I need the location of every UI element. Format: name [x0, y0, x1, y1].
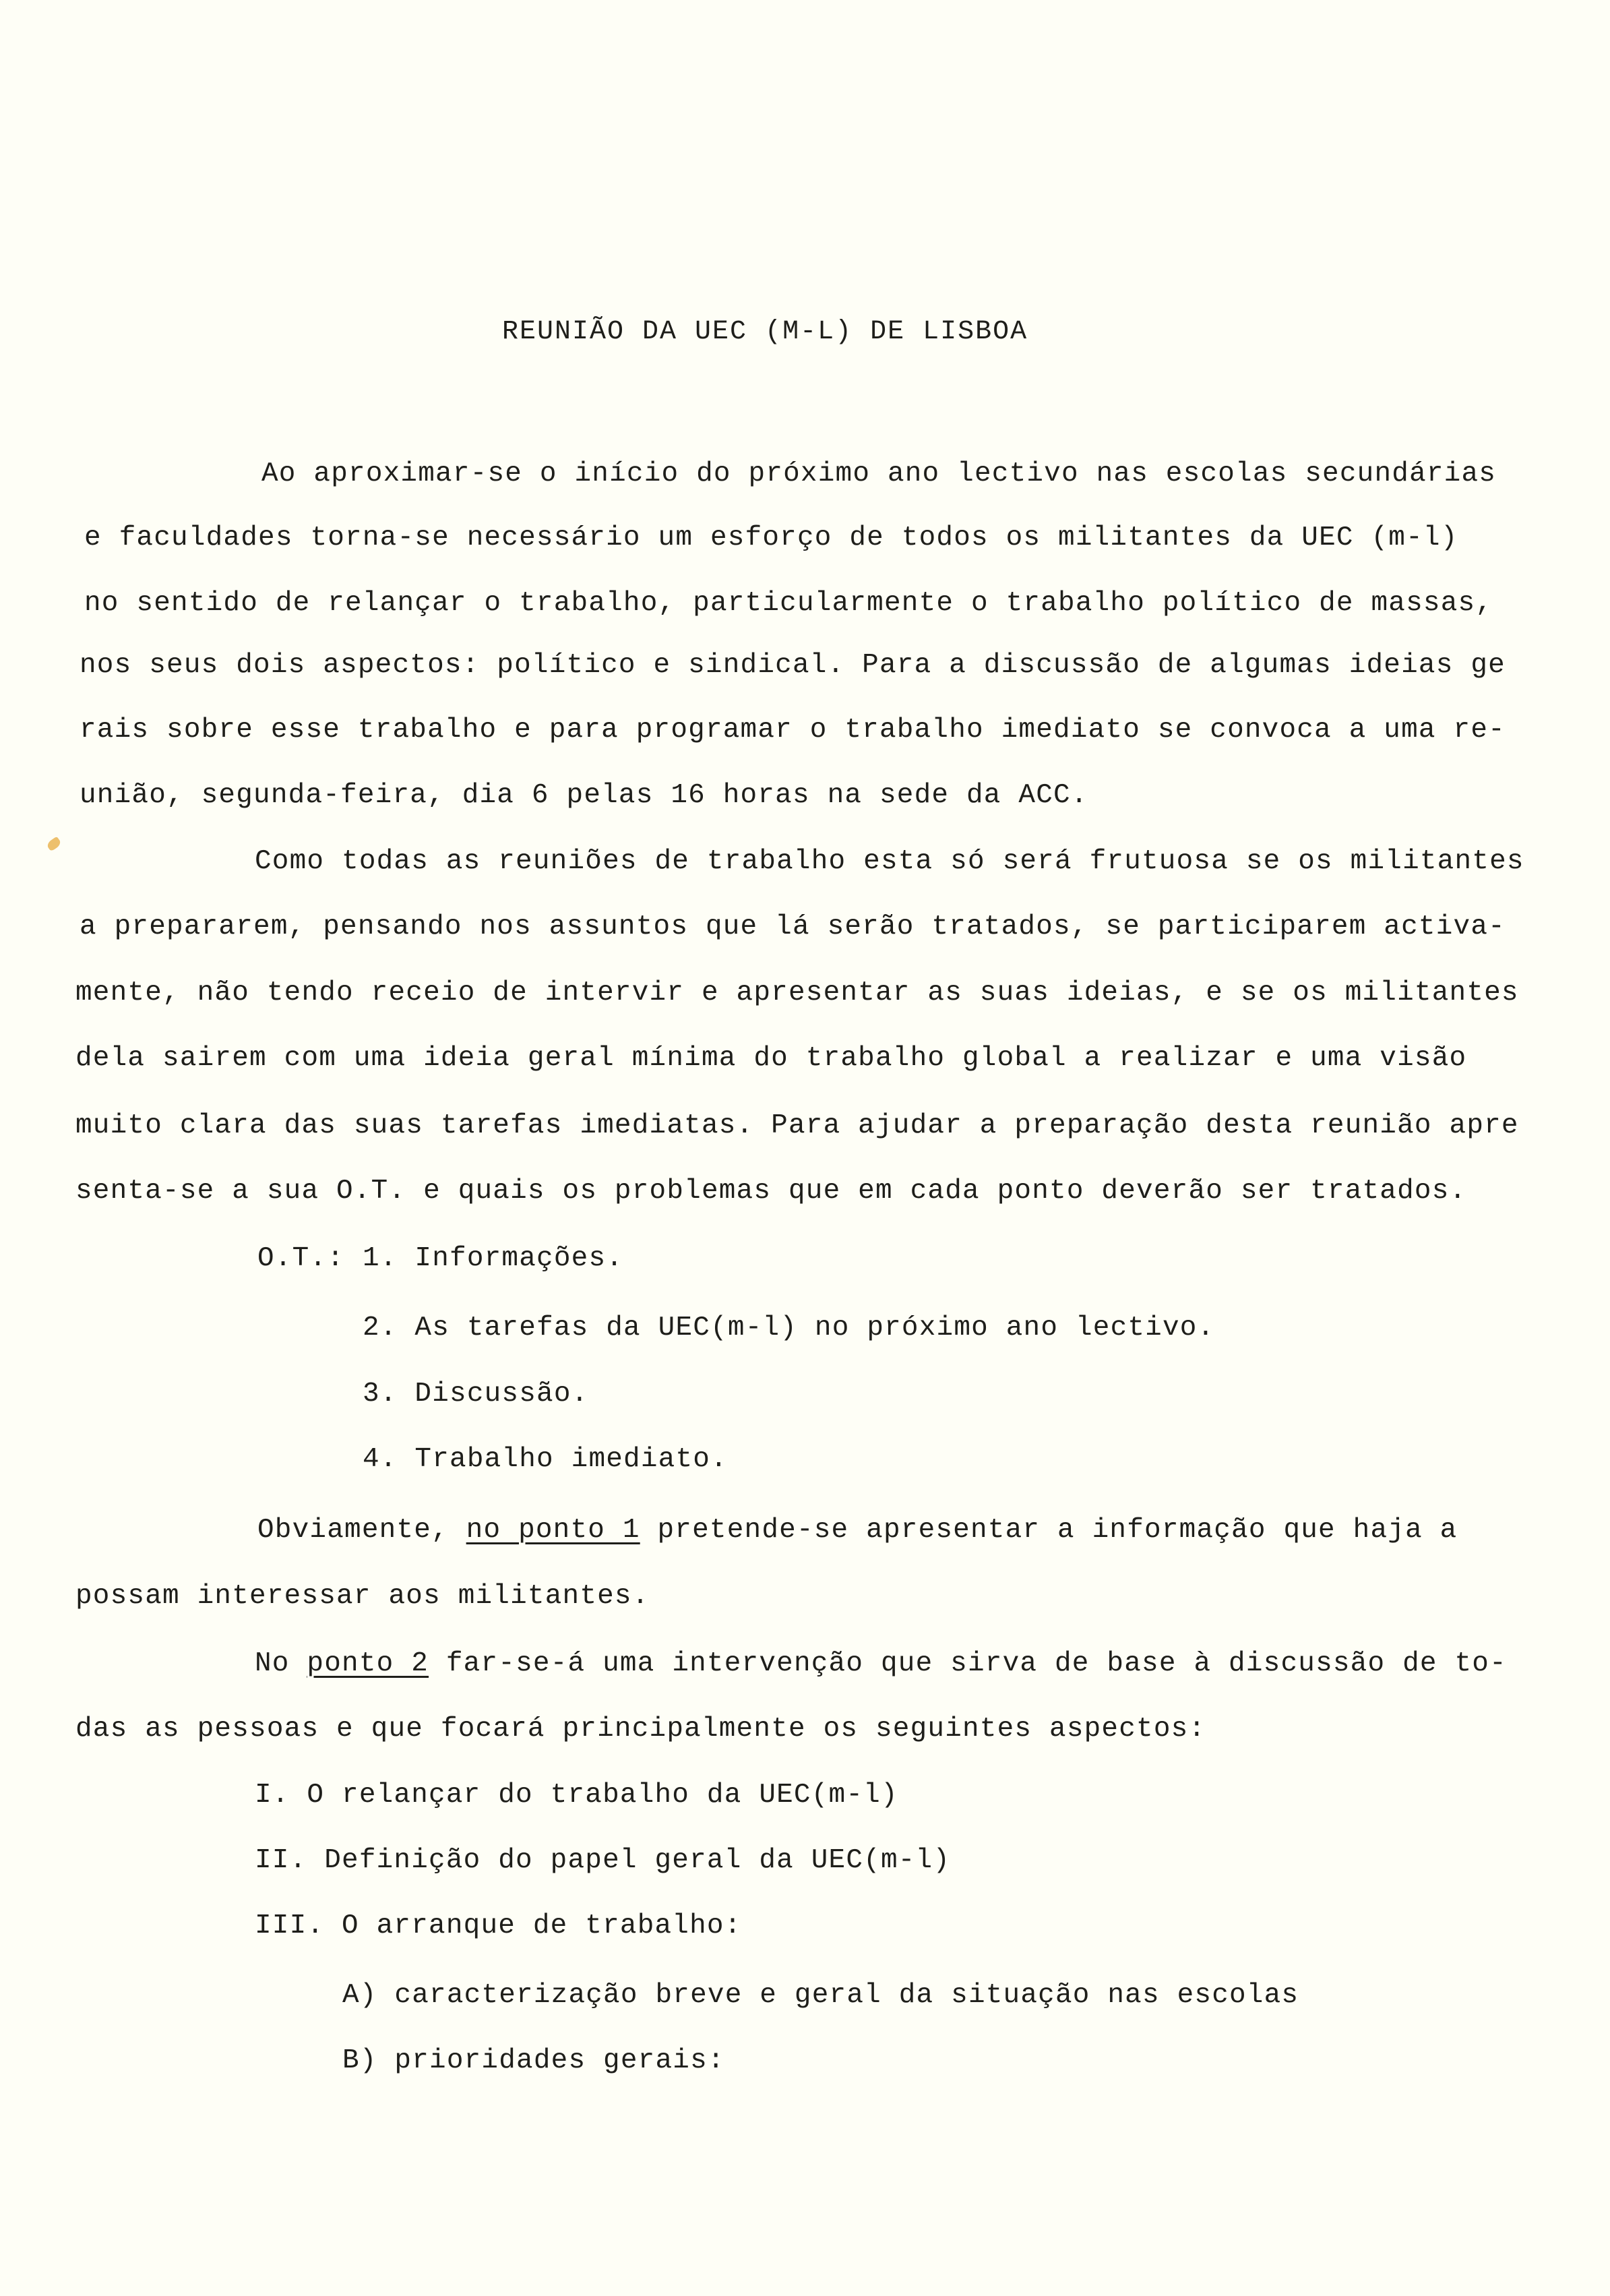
paper-stain: [46, 837, 62, 852]
subaspect-item: B) prioridades gerais:: [342, 2045, 725, 2076]
aspect-item: I. O relançar do trabalho da UEC(m-l): [255, 1780, 898, 1811]
paragraph2-line: dela sairem com uma ideia geral mínima do trabalho global a realizar e uma visão: [75, 1043, 1467, 1074]
paragraph1-line: rais sobre esse trabalho e para programar o trabalho imediato se convoca a uma re-: [80, 715, 1506, 746]
paragraph3-line: [257, 1513, 1458, 1547]
agenda-label: O.T.:: [257, 1243, 345, 1274]
agenda-item: 3. Discussão.: [363, 1379, 589, 1410]
paragraph4-prefix: No: [255, 1648, 307, 1679]
agenda-item: 2. As tarefas da UEC(m-l) no próximo ano lectivo.: [363, 1312, 1215, 1343]
agenda-item: 1. Informações.: [363, 1243, 624, 1274]
page-title: REUNIÃO DA UEC (M-L) DE LISBOA: [502, 317, 1028, 347]
paragraph4-line: [255, 1647, 1507, 1681]
paragraph3-prefix: Obviamente,: [257, 1515, 466, 1546]
paragraph1-line: e faculdades torna-se necessário um esforço de todos os militantes da UEC (m-l): [84, 522, 1458, 553]
paragraph2-line: senta-se a sua O.T. e quais os problemas que em cada ponto deverão ser tratados.: [75, 1176, 1467, 1207]
paragraph3-suffix: pretende-se apresentar a informação que haja a: [640, 1515, 1458, 1546]
aspect-item: III. O arranque de trabalho:: [255, 1910, 742, 1941]
paragraph1-line: no sentido de relançar o trabalho, particularmente o trabalho político de massas,: [84, 588, 1493, 619]
paragraph1-line: Ao aproximar-se o início do próximo ano lectivo nas escolas secundárias: [261, 458, 1497, 489]
underlined-reference: ponto 2: [307, 1648, 429, 1679]
underlined-reference: no ponto 1: [466, 1515, 640, 1546]
paragraph3-line: possam interessar aos militantes.: [75, 1581, 650, 1612]
aspect-item: II. Definição do papel geral da UEC(m-l): [255, 1845, 951, 1876]
paragraph2-line: muito clara das suas tarefas imediatas. Para ajudar a preparação desta reunião apre: [75, 1110, 1519, 1141]
paragraph1-line: nos seus dois aspectos: político e sindical. Para a discussão de algumas ideias ge: [80, 650, 1506, 681]
subaspect-item: A) caracterização breve e geral da situação nas escolas: [342, 1980, 1299, 2011]
paragraph2-line: a prepararem, pensando nos assuntos que lá serão tratados, se participarem activa-: [80, 911, 1506, 942]
paragraph4-line: das as pessoas e que focará principalmente os seguintes aspectos:: [75, 1714, 1206, 1745]
paragraph4-suffix: far-se-á uma intervenção que sirva de base à discussão de to-: [429, 1648, 1507, 1679]
agenda-item: 4. Trabalho imediato.: [363, 1444, 728, 1475]
paragraph2-line: Como todas as reuniões de trabalho esta só será frutuosa se os militantes: [255, 846, 1524, 877]
paragraph2-line: mente, não tendo receio de intervir e apresentar as suas ideias, e se os militantes: [75, 977, 1519, 1008]
paragraph1-line: união, segunda-feira, dia 6 pelas 16 horas na sede da ACC.: [80, 780, 1088, 811]
